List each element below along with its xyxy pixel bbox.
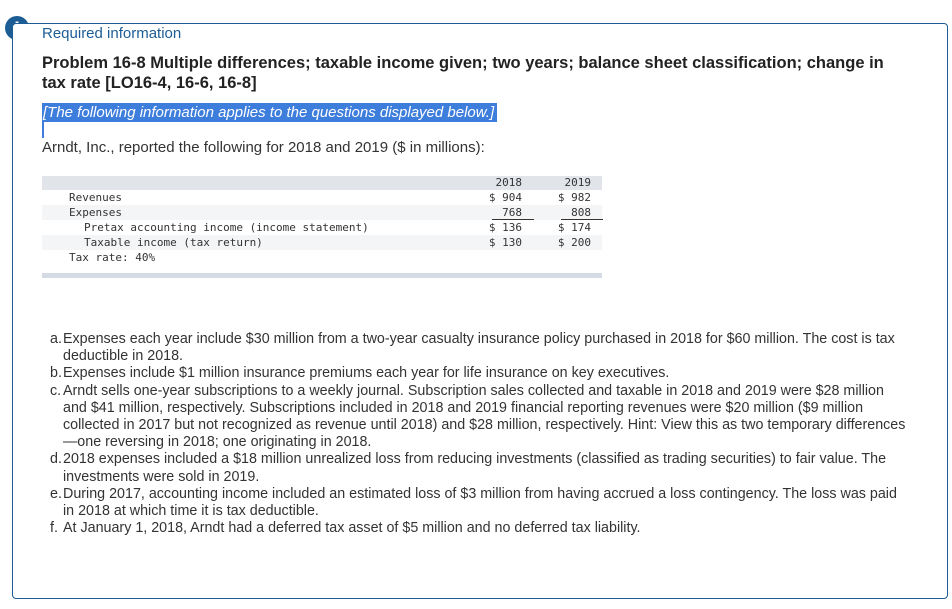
- intro-text: Arndt, Inc., reported the following for 2018 and 2019 ($ in millions):: [42, 139, 485, 156]
- cell-2018: 768: [502, 206, 522, 219]
- item-letter: d.: [50, 451, 62, 468]
- row-label: Tax rate: 40%: [69, 251, 156, 264]
- item-letter: c.: [50, 382, 62, 399]
- cell-2018: $ 136: [488, 221, 522, 234]
- cell-2019: $ 174: [557, 221, 591, 234]
- table-footer-bar: [42, 273, 602, 278]
- list-item: [50, 451, 910, 485]
- info-note: [The following information applies to the questions displayed below.]: [42, 103, 497, 122]
- item-text: During 2017, accounting income included an estimated loss of $3 million from having accrued a loss contingency. The loss was paid in 2018 at which time it is tax deductible.: [63, 485, 897, 520]
- table-row-tax-rate: [42, 250, 602, 265]
- item-text: Expenses include $1 million insurance premiums each year for life insurance on key executives.: [63, 365, 670, 382]
- item-text: 2018 expenses included a $18 million unrealized loss from reducing investments (classified as trading securities) to fair value. The investments were sold in 2019.: [63, 451, 887, 485]
- col-header-2019: 2019: [564, 176, 591, 189]
- list-item: [50, 520, 910, 537]
- cell-2018: $ 130: [488, 236, 522, 249]
- table-header-row: [42, 176, 602, 190]
- problem-title: Problem 16-8 Multiple differences; taxable income given; two years; balance sheet classification; change in tax rate [LO16-4, 16-6, 16-8]: [42, 54, 884, 92]
- text-cursor: [42, 122, 44, 138]
- information-list: [50, 331, 910, 537]
- item-letter: f.: [50, 520, 58, 537]
- list-item: [50, 331, 910, 365]
- cell-2019: 808: [571, 206, 591, 219]
- row-label: Expenses: [69, 206, 122, 219]
- list-item: [50, 365, 910, 382]
- table-row-expenses: [42, 205, 602, 220]
- col-header-2018: 2018: [495, 176, 522, 189]
- row-label: Taxable income (tax return): [84, 236, 263, 249]
- item-letter: b.: [50, 365, 62, 382]
- item-text: Expenses each year include $30 million from a two-year casualty insurance policy purchased in 2018 for $60 million. The cost is tax deductible in 2018.: [63, 331, 895, 365]
- list-item: [50, 383, 910, 452]
- row-label: Revenues: [69, 191, 122, 204]
- financial-table: [42, 176, 602, 278]
- row-label: Pretax accounting income (income statement): [84, 221, 369, 234]
- cell-2019: $ 200: [557, 236, 591, 249]
- cell-2019: $ 982: [557, 191, 591, 204]
- item-letter: a.: [50, 331, 62, 347]
- table-row-pretax-income: [42, 220, 602, 235]
- table-row-taxable-income: [42, 235, 602, 250]
- item-text: Arndt sells one-year subscriptions to a weekly journal. Subscription sales collected and taxable in 2018 and 2019 were $28 million and $41 million, respectively. Subscriptions included in 2018 and 2019 financial reporting revenues were $20 million ($9 million collected in 2017 but not recognized as revenue until 2018) and $28 million, respectively. Hint: View this as two temporary differences—one reversing in 2018; one originating in 2018.: [63, 382, 906, 451]
- table-row-revenues: [42, 190, 602, 205]
- item-text: At January 1, 2018, Arndt had a deferred tax asset of $5 million and no deferred tax liability.: [63, 520, 641, 537]
- cell-2018: $ 904: [488, 191, 522, 204]
- section-heading: Required information: [42, 25, 182, 42]
- list-item: [50, 486, 910, 520]
- item-letter: e.: [50, 485, 62, 502]
